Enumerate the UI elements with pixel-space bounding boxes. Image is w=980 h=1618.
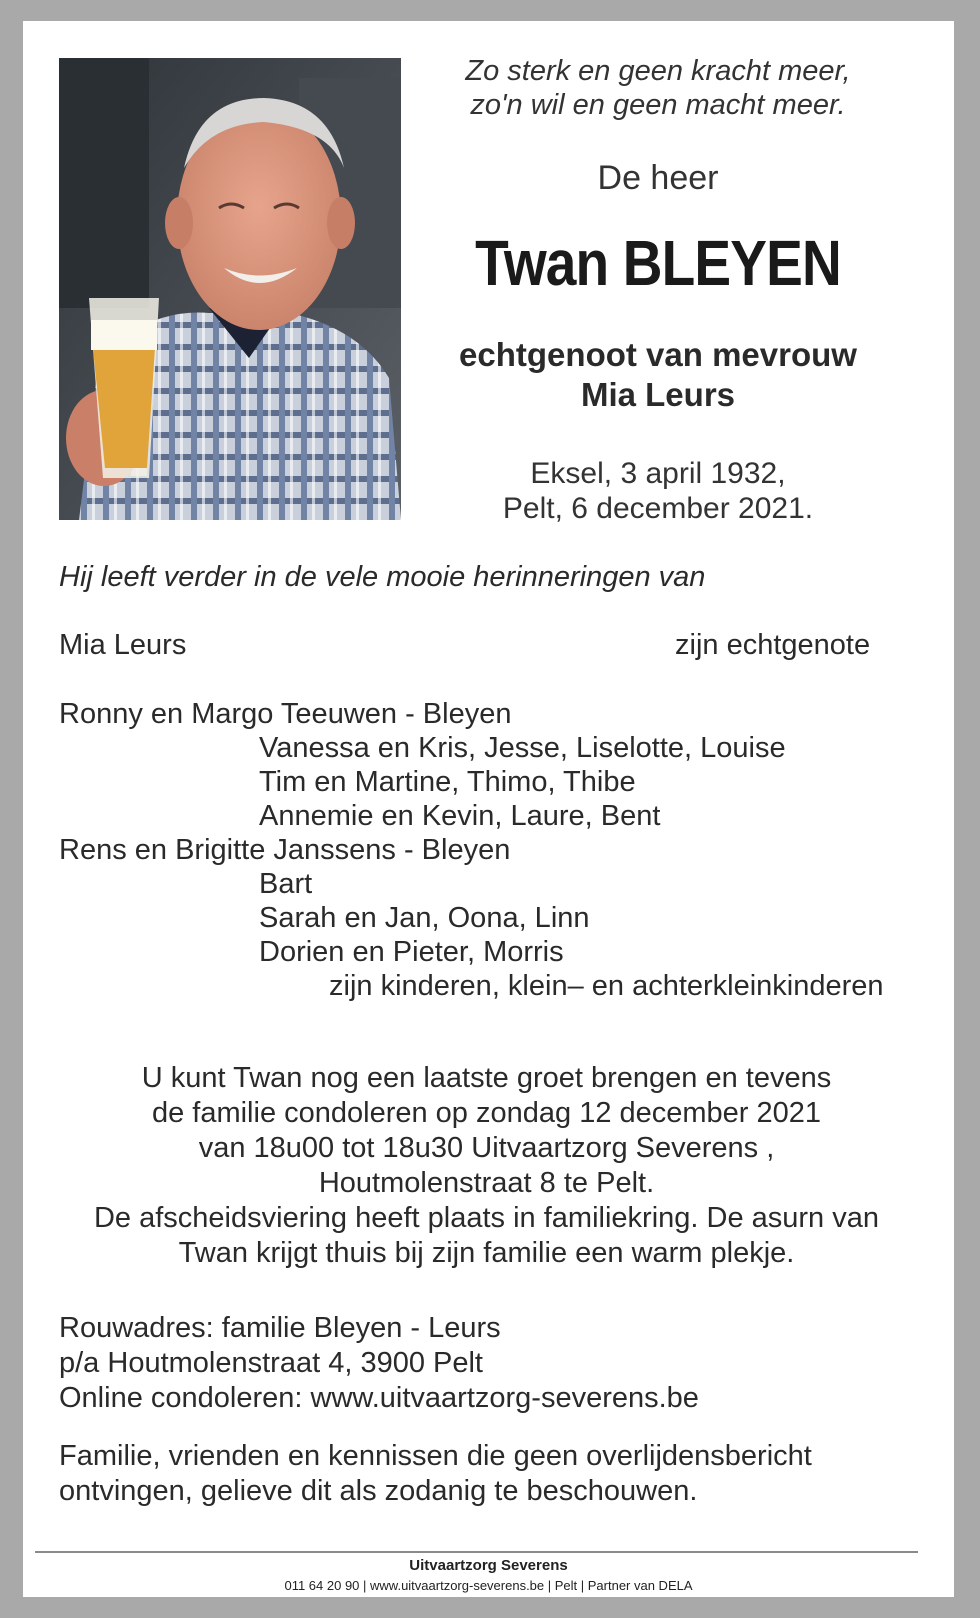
footer-divider bbox=[35, 1551, 918, 1553]
deceased-name: Twan BLEYEN bbox=[475, 227, 841, 299]
family-summary: zijn kinderen, klein– en achterkleinkinderen bbox=[329, 970, 884, 1002]
spouse-block bbox=[413, 335, 903, 415]
footer-company: Uitvaartzorg Severens bbox=[409, 1557, 568, 1574]
portrait-illustration bbox=[59, 58, 401, 520]
ceremony-line: De afscheidsviering heeft plaats in familiekring. De asurn van bbox=[93, 1202, 879, 1234]
footer-details: 011 64 20 90 | www.uitvaartzorg-severens.be | Pelt | Partner van DELA bbox=[284, 1578, 693, 1593]
family-row: Rens en Brigitte Janssens - Bleyen bbox=[59, 834, 511, 866]
ceremony-line: de familie condoleren op zondag 12 december 2021 bbox=[151, 1097, 822, 1129]
ceremony-line: Houtmolenstraat 8 te Pelt. bbox=[318, 1167, 655, 1199]
closing-line: ontvingen, gelieve dit als zodanig te beschouwen. bbox=[59, 1475, 698, 1507]
family-row: Dorien en Pieter, Morris bbox=[259, 936, 564, 968]
birth-date: Eksel, 3 april 1932, bbox=[530, 457, 786, 490]
quote-line: zo'n wil en geen macht meer. bbox=[470, 89, 846, 121]
quote-line: Zo sterk en geen kracht meer, bbox=[465, 55, 851, 87]
family-spouse-name: Mia Leurs bbox=[59, 629, 187, 661]
memorial-quote bbox=[413, 54, 903, 122]
family-row: Bart bbox=[259, 868, 313, 900]
ceremony-line: van 18u00 tot 18u30 Uitvaartzorg Severens , bbox=[198, 1132, 775, 1164]
ceremony-line: Twan krijgt thuis bij zijn familie een warm plekje. bbox=[178, 1237, 795, 1269]
family-row: Annemie en Kevin, Laure, Bent bbox=[259, 800, 661, 832]
life-dates bbox=[413, 456, 903, 526]
portrait-photo bbox=[59, 58, 401, 520]
family-row: Ronny en Margo Teeuwen - Bleyen bbox=[59, 698, 512, 730]
family-row: Sarah en Jan, Oona, Linn bbox=[259, 902, 590, 934]
spouse-line: Mia Leurs bbox=[580, 376, 736, 413]
closing-notice bbox=[59, 1439, 812, 1509]
closing-line: Familie, vrienden en kennissen die geen overlijdensbericht bbox=[59, 1440, 812, 1472]
family-row: Vanessa en Kris, Jesse, Liselotte, Louise bbox=[259, 732, 786, 764]
address-line: Rouwadres: familie Bleyen - Leurs bbox=[59, 1312, 501, 1344]
condolence-link[interactable]: Online condoleren: www.uitvaartzorg-severens.be bbox=[59, 1382, 699, 1414]
family-intro: Hij leeft verder in de vele mooie herinneringen van bbox=[59, 561, 706, 593]
family-spouse-relation: zijn echtgenote bbox=[675, 629, 871, 661]
mourning-address bbox=[59, 1311, 699, 1416]
ceremony-line: U kunt Twan nog een laatste groet brengen en tevens bbox=[141, 1062, 832, 1094]
ceremony-info bbox=[59, 1061, 914, 1271]
spouse-line: echtgenoot van mevrouw bbox=[459, 336, 857, 373]
family-row: Tim en Martine, Thimo, Thibe bbox=[259, 766, 636, 798]
obituary-card bbox=[23, 21, 954, 1597]
death-date: Pelt, 6 december 2021. bbox=[502, 492, 814, 525]
address-line: p/a Houtmolenstraat 4, 3900 Pelt bbox=[59, 1347, 483, 1379]
honorific: De heer bbox=[597, 159, 719, 197]
